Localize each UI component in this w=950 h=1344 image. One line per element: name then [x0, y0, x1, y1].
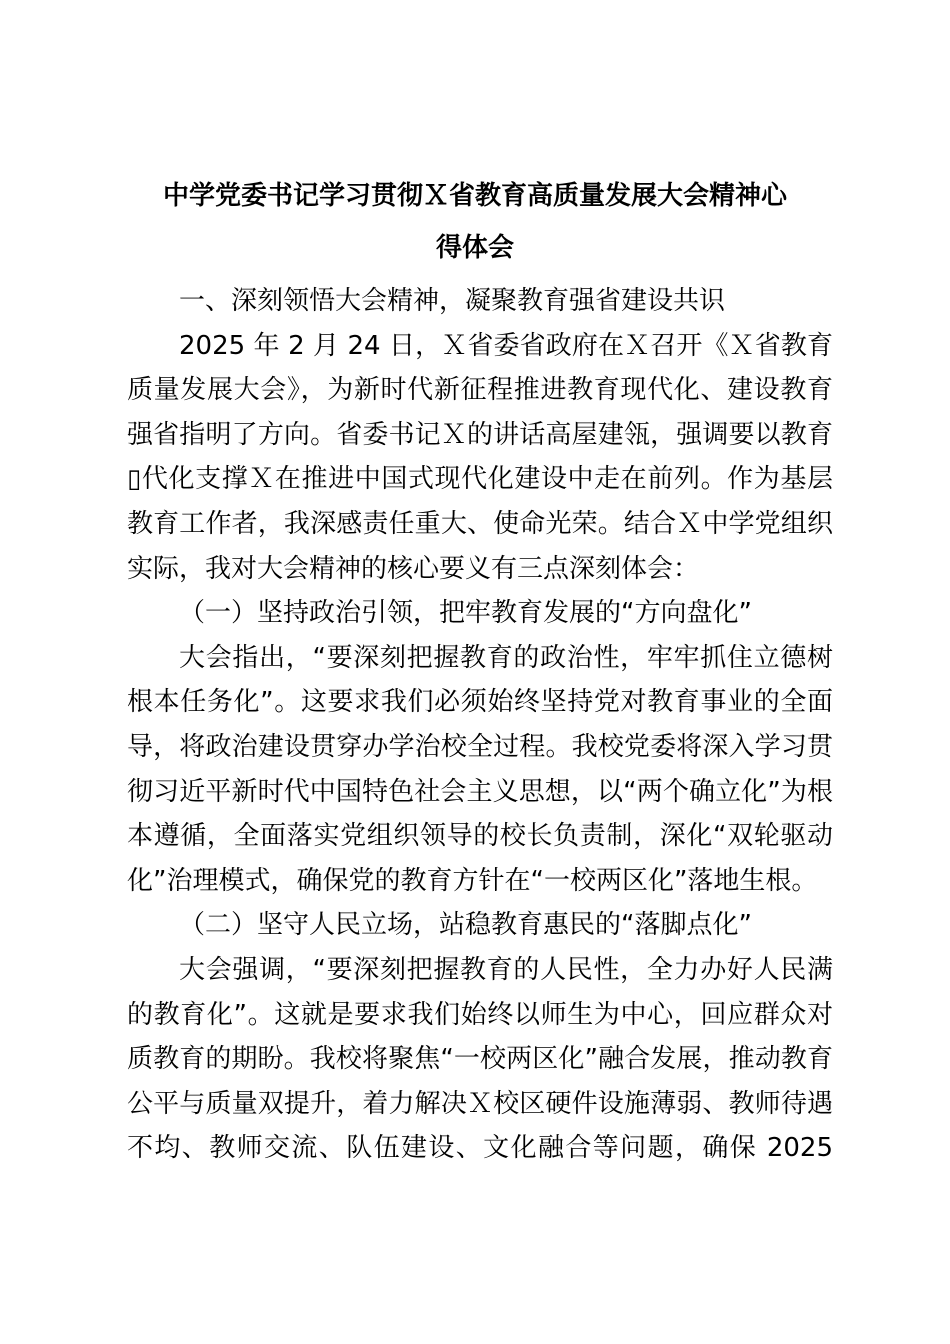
paragraph-line: 的教育化”。这就是要求我们始终以师生为中心，回应群众对 [127, 999, 833, 1030]
title-line-2: 得体会 [435, 233, 514, 263]
paragraph-line: 2025 年 2 月 24 日，Ｘ省委省政府在Ｘ召开《Ｘ省教育 [179, 330, 833, 361]
paragraph-line: 大会指出，“要深刻把握教育的政治性，牢牢抓住立德树 [179, 642, 833, 673]
paragraph-line: 质教育的期盼。我校将聚焦“一校两区化”融合发展，推动教育 [127, 1044, 833, 1075]
paragraph-line: 导，将政治建设贯穿办学治校全过程。我校党委将深入学习贯 [127, 731, 833, 762]
paragraph-line: 彻习近平新时代中国特色社会主义思想，以“两个确立化”为根 [127, 776, 833, 807]
paragraph-line: 教育工作者，我深感责任重大、使命光荣。结合Ｘ中学党组织 [127, 508, 833, 539]
paragraph-line: 不均、教师交流、队伍建设、文化融合等问题，确保 2025 [127, 1133, 833, 1164]
section-heading-1: 一、深刻领悟大会精神，凝聚教育强省建设共识 [179, 286, 726, 316]
paragraph-line: 强省指明了方向。省委书记Ｘ的讲话高屋建瓴，强调要以教育 [127, 419, 833, 450]
paragraph-line: 实际，我对大会精神的核心要义有三点深刻体会： [127, 553, 700, 584]
paragraph-line-text: 代化支撑Ｘ在推进中国式现代化建设中走在前列。作为基层 [141, 464, 833, 495]
paragraph-line: 化”治理模式，确保党的教育方针在“一校两区化”落地生根。 [127, 865, 818, 896]
subsection-heading-1: （一）坚持政治引领，把牢教育发展的“方向盘化” [179, 598, 752, 629]
document-title [120, 170, 830, 274]
missing-glyph-box: ▯ [127, 464, 142, 495]
paragraph-line-with-missing-glyph [127, 457, 833, 502]
document-body [127, 279, 833, 1171]
paragraph-line: 本遵循，全面落实党组织领导的校长负责制，深化“双轮驱动 [127, 821, 833, 852]
subsection-heading-2: （二）坚守人民立场，站稳教育惠民的“落脚点化” [179, 910, 752, 941]
paragraph-line: 根本任务化”。这要求我们必须始终坚持党对教育事业的全面 [127, 687, 833, 718]
paragraph-line: 质量发展大会》，为新时代新征程推进教育现代化、建设教育 [127, 375, 833, 406]
title-line-1: 中学党委书记学习贯彻Ｘ省教育高质量发展大会精神心 [162, 181, 787, 211]
paragraph-line: 大会强调，“要深刻把握教育的人民性，全力办好人民满 [179, 954, 833, 985]
paragraph-line: 公平与质量双提升，着力解决Ｘ校区硬件设施薄弱、教师待遇 [127, 1088, 833, 1119]
